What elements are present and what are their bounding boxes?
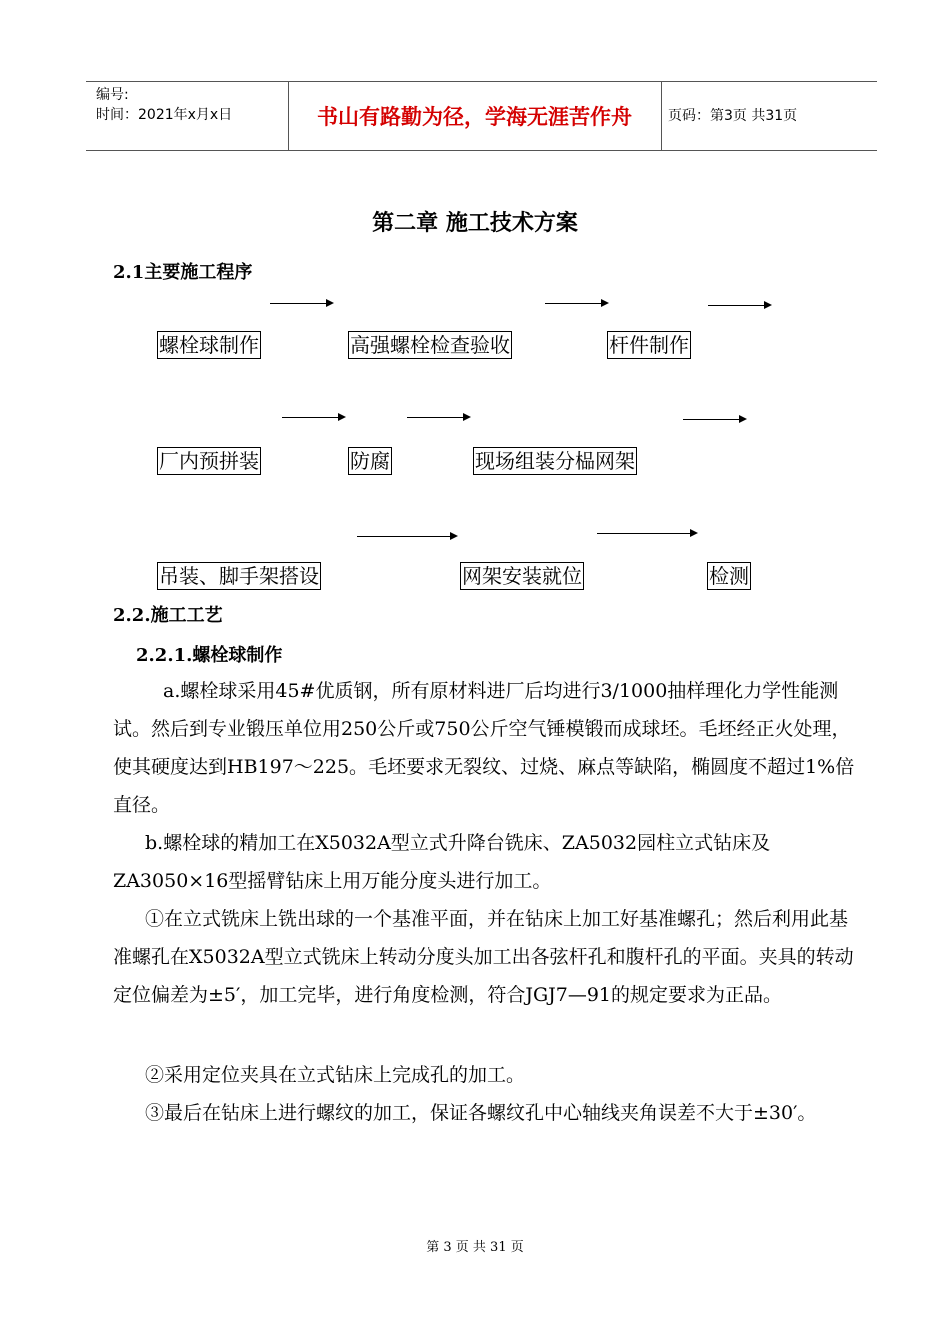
time-label: 时间：2021年x月x日 [96,107,233,123]
flow-arrow [407,417,469,418]
flow-arrow [270,303,332,304]
paragraph: a.螺栓球采用45#优质钢，所有原材料进厂后均进行3/1000抽样理化力学性能测试。然后到专业锻压单位用250公斤或750公斤空气锤模锻而成球坯。毛坯经正火处理，使其硬度达到HB197～225。毛坯要求无裂纹、过烧、麻点等缺陷，椭圆度不超过1%倍直径。 [113,680,855,816]
page-header [86,81,877,151]
flow-arrow [545,303,607,304]
paragraph: ①在立式铣床上铣出球的一个基准平面，并在钻床上加工好基准螺孔；然后利用此基准螺孔在X5032A型立式铣床上转动分度头加工出各弦杆孔和腹杆孔的平面。夹具的转动定位偏差为±5′，加工完毕，进行角度检测，符合JGJ7—91的规定要求为正品。 [113,908,854,1006]
page-footer: 第 3 页 共 31 页 [426,1240,524,1255]
header-meta [86,82,289,150]
flow-step: 检测 [709,564,749,588]
paragraph: ②采用定位夹具在立式钻床上完成孔的加工。 [145,1064,526,1086]
paragraph: ③最后在钻床上进行螺纹的加工，保证各螺纹孔中心轴线夹角误差不大于±30′。 [145,1102,817,1124]
header-page-label: 页码：第3页 共31页 [668,108,798,124]
flow-step: 吊装、脚手架搭设 [159,564,319,588]
chapter-title: 第二章 施工技术方案 [372,210,578,236]
header-motto: 书山有路勤为径，学海无涯苦作舟 [288,82,662,150]
flow-step: 高强螺栓检查验收 [350,333,510,357]
flow-step: 现场组装分榀网架 [475,449,635,473]
section-2-1-heading: 2.1主要施工程序 [113,262,253,283]
flow-arrow [683,419,745,420]
flow-step: 杆件制作 [609,333,689,357]
flow-arrow [708,305,770,306]
flow-step: 厂内预拼装 [159,449,259,473]
paragraph: b.螺栓球的精加工在X5032A型立式升降台铣床、ZA5032园柱立式钻床及ZA3050×16型摇臂钻床上用万能分度头进行加工。 [113,832,771,892]
flow-step: 螺栓球制作 [159,333,259,357]
flow-step: 防腐 [350,449,390,473]
flow-step: 网架安装就位 [462,564,582,588]
section-2-2-1-heading: 2.2.1.螺栓球制作 [136,645,283,666]
section-2-2-heading: 2.2.施工工艺 [113,605,223,626]
flow-arrow [357,536,456,537]
flow-arrow [282,417,344,418]
serial-label: 编号: [96,87,129,103]
flow-arrow [597,533,696,534]
